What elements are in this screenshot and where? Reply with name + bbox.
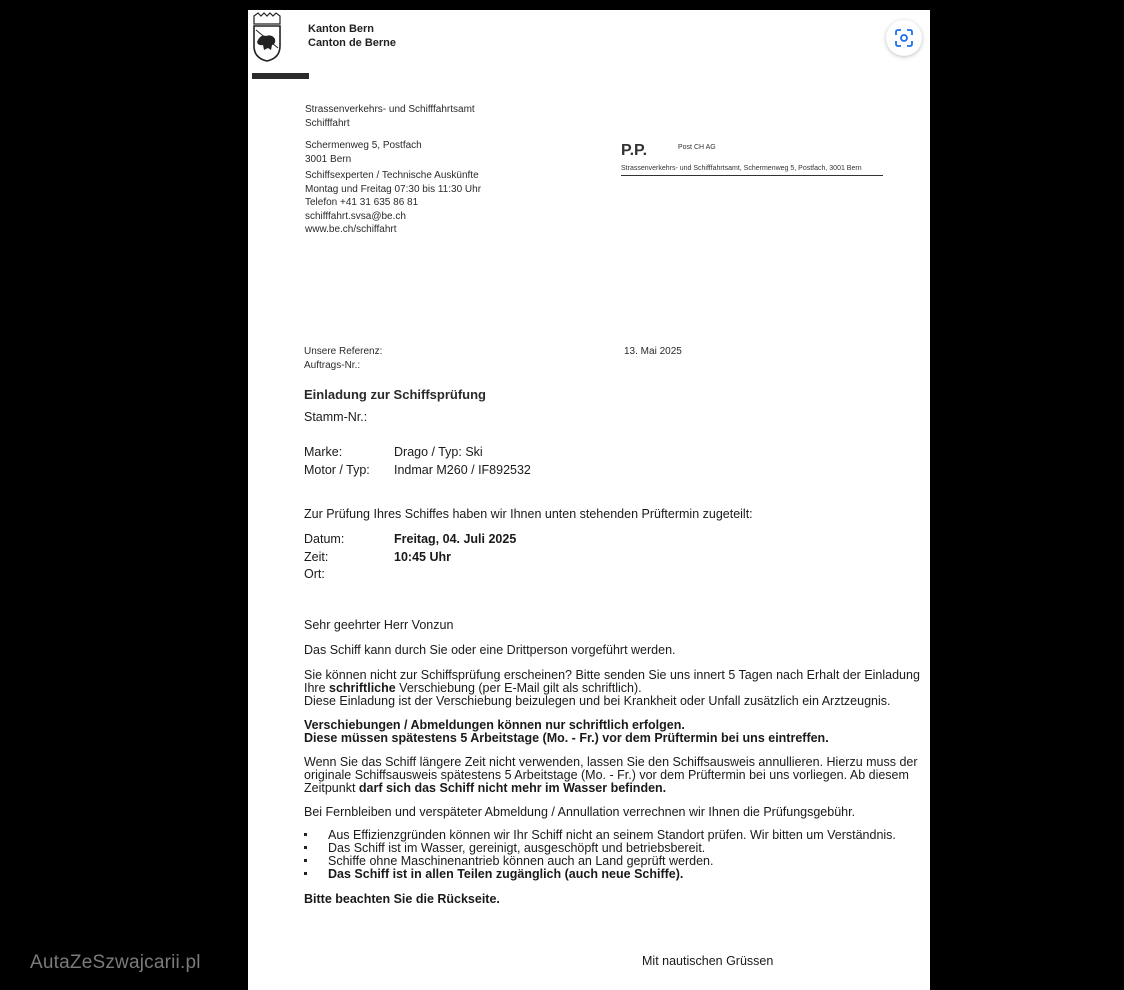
cancel-text-bold: darf sich das Schiff nicht mehr im Wasser befinden. [358, 781, 667, 795]
watermark-text: AutaZeSzwajcarii.pl [30, 952, 201, 973]
requirements-list [304, 829, 924, 881]
sender-city: 3001 Bern [305, 153, 352, 165]
sender-street: Schermenweg 5, Postfach [305, 140, 422, 151]
website: www.be.ch/schiffahrt [305, 224, 397, 235]
sender-office: Strassenverkehrs- und Schifffahrtsamt [305, 104, 475, 115]
date-label: Datum: [304, 532, 345, 546]
postpone-text-bold: schriftliche [329, 681, 396, 695]
canton-name-fr: Canton de Berne [308, 37, 397, 49]
contact-title: Schiffsexperten / Technische Auskünfte [305, 170, 479, 181]
motor-value: Indmar M260 / IF892532 [394, 463, 531, 477]
list-item: Das Schiff ist in allen Teilen zugänglich (auch neue Schiffe). [304, 868, 924, 881]
date-row [304, 533, 924, 546]
time-row [304, 551, 924, 564]
cancel-text: Wenn Sie das Schiff längere Zeit nicht verwenden, lassen Sie den Schiffsausweis annullieren. Hierzu muss der originale Schiffsausweis spätestens 5 Arbeitstage (Mo. - Fr.) vor dem Prüftermin bei uns vorliegen. Ab diesem Zeitpunkt [304, 755, 918, 795]
exam-time: 10:45 Uhr [394, 550, 451, 564]
visual-search-button[interactable] [886, 20, 922, 56]
closing: Mit nautischen Grüssen [642, 954, 774, 968]
sender-department: Schifffahrt [305, 117, 350, 129]
postage-carrier: Post CH AG [678, 144, 716, 151]
list-item: Das Schiff ist im Wasser, gereinigt, ausgeschöpft und betriebsbereit. [304, 842, 924, 855]
bern-coat-of-arms-icon [252, 12, 282, 67]
brand-row [304, 446, 924, 459]
motor-row [304, 464, 924, 477]
deadline-line-1: Verschiebungen / Abmeldungen können nur schriftlich erfolgen. [304, 718, 685, 732]
header-rule [252, 73, 309, 79]
our-reference-label: Unsere Referenz: [304, 346, 383, 357]
list-item: Aus Effizienzgründen können wir Ihr Schiff nicht an seinem Standort prüfen. Wir bitten um Verständnis. [304, 829, 924, 842]
paragraph-deadline [304, 719, 924, 745]
time-label: Zeit: [304, 550, 329, 564]
letter-date: 13. Mai 2025 [624, 346, 682, 357]
brand-label: Marke: [304, 445, 343, 459]
postpone-text-a: Sie können nicht zur Schiffsprüfung erscheinen? Bitte senden Sie uns innert 5 Tagen nach Erhalt der Einladung Ihre [304, 668, 920, 695]
email-address: schifffahrt.svsa@be.ch [305, 210, 406, 222]
postpone-text-c: Diese Einladung ist der Verschiebung beizulegen und bei Krankheit oder Unfall zusätzlich ein Arztzeugnis. [304, 694, 891, 708]
office-hours: Montag und Freitag 07:30 bis 11:30 Uhr [305, 183, 482, 195]
document-page [248, 10, 930, 990]
paragraph-presenter: Das Schiff kann durch Sie oder eine Drittperson vorgeführt werden. [304, 643, 676, 657]
salutation: Sehr geehrter Herr Vonzun [304, 618, 454, 632]
location-row [304, 568, 924, 581]
postage-pp: P.P. [621, 142, 648, 159]
deadline-line-2: Diese müssen spätestens 5 Arbeitstage (Mo. - Fr.) vor dem Prüftermin bei uns eintreffen. [304, 731, 829, 745]
stamm-number-label: Stamm-Nr.: [304, 410, 368, 424]
sender-block [305, 103, 481, 237]
letter-title: Einladung zur Schiffsprüfung [304, 387, 486, 402]
paragraph-postpone [304, 669, 924, 708]
postpone-text-b: Verschiebung (per E-Mail gilt als schriftlich). [395, 681, 642, 695]
location-label: Ort: [304, 567, 325, 581]
backside-note: Bitte beachten Sie die Rückseite. [304, 892, 500, 906]
list-item: Schiffe ohne Maschinenantrieb können auch an Land geprüft werden. [304, 855, 924, 868]
canton-name-de: Kanton Bern [308, 23, 374, 35]
lens-scan-icon [894, 28, 914, 48]
letter-body [304, 387, 924, 906]
return-address: Strassenverkehrs- und Schifffahrtsamt, Schermenweg 5, Postfach, 3001 Bern [621, 165, 883, 176]
order-number-label: Auftrags-Nr.: [304, 360, 361, 371]
motor-label: Motor / Typ: [304, 463, 370, 477]
phone-number: Telefon +41 31 635 86 81 [305, 197, 419, 208]
intro-text: Zur Prüfung Ihres Schiffes haben wir Ihnen unten stehenden Prüftermin zugeteilt: [304, 507, 753, 521]
exam-date: Freitag, 04. Juli 2025 [394, 532, 517, 546]
paragraph-cancel [304, 756, 924, 795]
brand-value: Drago / Typ: Ski [394, 445, 483, 459]
paragraph-fee: Bei Fernbleiben und verspäteter Abmeldung / Annullation verrechnen wir Ihnen die Prüfungsgebühr. [304, 805, 856, 819]
